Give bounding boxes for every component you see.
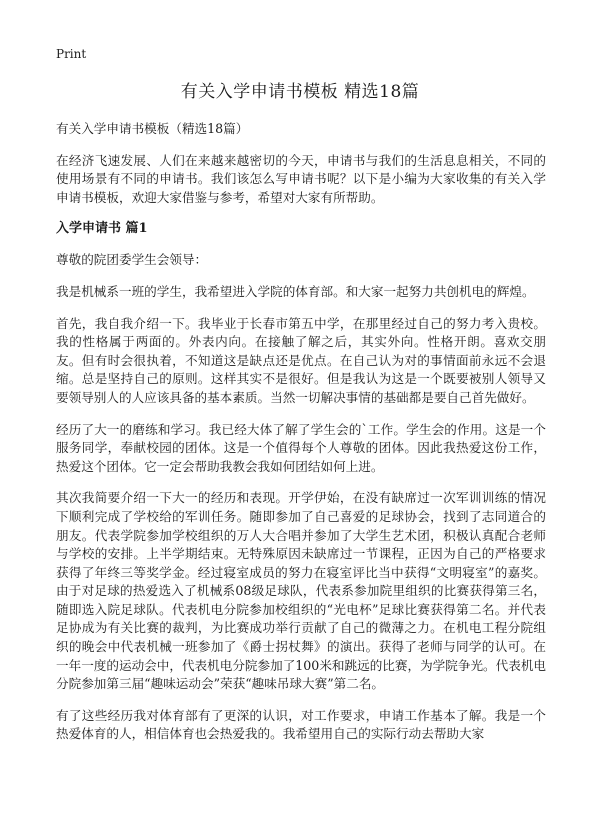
body-paragraph: 首先，我自我介绍一下。我毕业于长春市第五中学，在那里经过自己的努力考入贵校。我的性格属于两面的。外表内向。在接触了解之后，其实外向。性格开朗。喜欢交朋友。但有时会很执着，不知道这是缺点还是优点。在自己认为对的事情面前永远不会退缩。总是坚持自己的原则。这样其实不是很好。但是我认为这是一个既要被别人领导又要领导别人的人应该具备的基本素质。当然一切解决事情的基础都是要自己首先做好。 <box>56 315 546 405</box>
body-paragraph: 我是机械系一班的学生，我希望进入学院的体育部。和大家一起努力共创机电的辉煌。 <box>56 283 535 299</box>
body-paragraph: 有了这些经历我对体育部有了更深的认识，对工作要求，申请工作基本了解。我是一个热爱体育的人，相信体育也会热爱我的。我希望用自己的实际行动去帮助大家 <box>56 707 546 742</box>
body-paragraph: 其次我简要介绍一下大一的经历和表现。开学伊始，在没有缺席过一次军训训练的情况下顺利完成了学校给的军训任务。随即参加了自己喜爱的足球协会，找到了志同道合的朋友。代表学院参加学校组织的万人大合唱并参加了大学生艺术团，积极认真配合老师与学校的安排。上半学期结束。无特殊原因未缺席过一节课程，正因为自己的严格要求获得了年终三等奖学金。经过寝室成员的努力在寝室评比当中获得“文明寝室”的嘉奖。由于对足球的热爱选入了机械系08级足球队，代表系参加院里组织的比赛获得第三名，随即选入院足球队。代表机电分院参加校组织的“光电杯”足球比赛获得第二名。并代表足协成为有关比赛的裁判，为比赛成功举行贡献了自己的微薄之力。在机电工程分院组织的晚会中代表机械一班参加了《爵士拐杖舞》的演出。获得了老师与同学的认可。在一年一度的运动会中，代表机电分院参加了100米和跳远的比赛，为学院争光。代表机电分院参加第三届“趣味运动会”荣获“趣味吊球大赛”第二名。 <box>56 490 547 692</box>
intro-paragraph: 在经济飞速发展、人们在来越来越密切的今天，申请书与我们的生活息息相关，不同的使用场景有不同的申请书。我们该怎么写申请书呢？以下是小编为大家收集的有关入学申请书模板，欢迎大家借鉴与参考，希望对大家有所帮助。 <box>56 152 546 205</box>
body-paragraph: 经历了大一的磨练和学习。我已经大体了解了学生会的`工作。学生会的作用。这是一个服务同学，奉献校园的团体。这是一个值得每个人尊敬的团体。因此我热爱这份工作，热爱这个团体。它一定会帮助我教会我如何团结如何上进。 <box>56 421 546 474</box>
page-title: 有关入学申请书模板 精选18篇 <box>180 82 420 102</box>
salutation: 尊敬的院团委学生会领导： <box>56 252 208 268</box>
print-link[interactable]: Print <box>56 47 87 61</box>
article-body <box>56 120 546 757</box>
article-subtitle: 有关入学申请书模板（精选18篇） <box>56 121 249 136</box>
section-heading: 入学申请书 篇1 <box>56 221 148 237</box>
